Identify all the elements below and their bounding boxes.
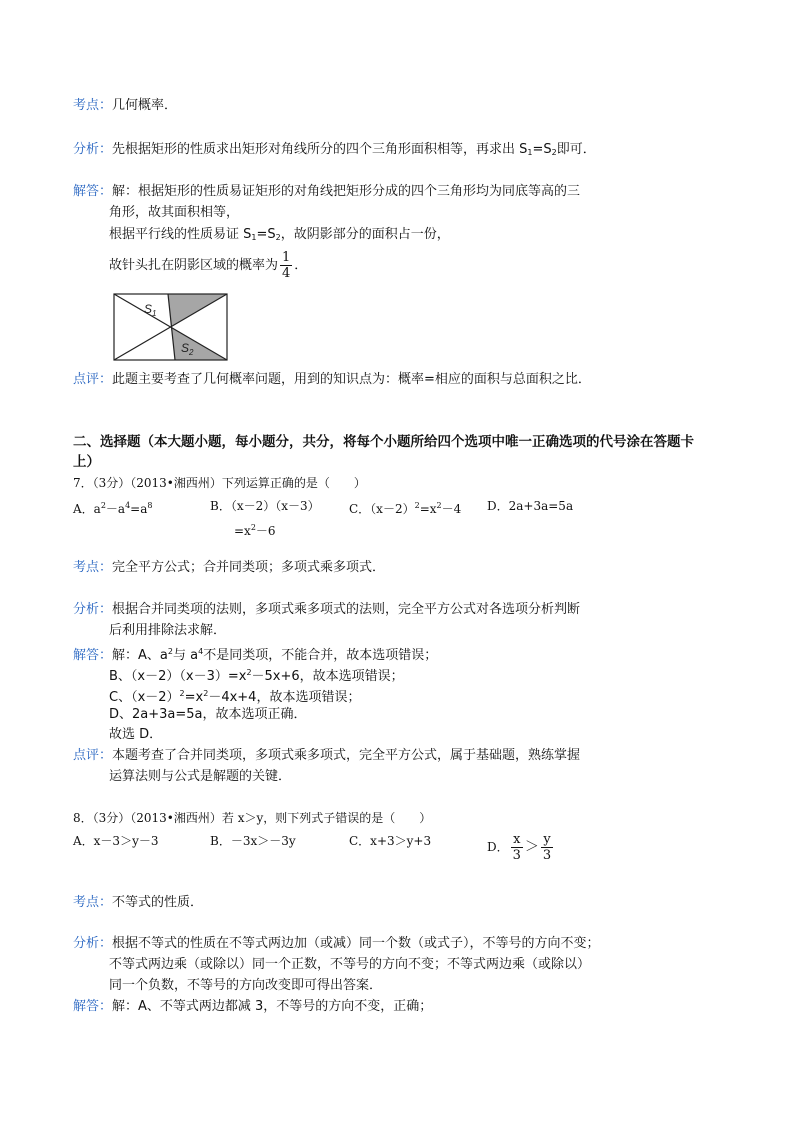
- q6-prob-numerator: 1: [282, 250, 291, 265]
- q8-option-c: C．x+3＞y+3: [349, 834, 432, 848]
- q6-jieda-line3-sub2: 2: [275, 233, 281, 242]
- q7-jieda-row-a: [73, 643, 437, 665]
- q7-opt-c-part: =x: [419, 502, 437, 516]
- q6-jieda-line2: 角形，故其面积相等，: [109, 205, 240, 220]
- q6-fenxi-s1-sub: 1: [527, 148, 533, 157]
- q6-jieda-row-3: [109, 226, 450, 247]
- q7-jieda-b-part: B、（x－2）（x－3）=x: [109, 669, 247, 684]
- q7-kaodian-tag: 考点：: [73, 560, 113, 575]
- q7-jieda-row-c: [109, 685, 360, 707]
- q6-fenxi-text-a: 先根据矩形的性质求出矩形对角线所分的四个三角形面积相等，再求出 S: [112, 142, 528, 157]
- q6-dianping-row: [73, 371, 591, 389]
- q6-kaodian-row: [73, 97, 177, 115]
- q7-fenxi-line2: 后利用排除法求解．: [109, 623, 227, 638]
- q7-jieda-tag: 解答：: [73, 648, 113, 663]
- q7-opt-a-part: =a: [130, 502, 148, 516]
- q7-opt-b-sup: 2: [250, 523, 256, 532]
- q7-option-c: [349, 497, 461, 518]
- q6-fenxi-row: [73, 141, 596, 162]
- q8-jieda-line1: 解：A、不等式两边都减 3，不等号的方向不变，正确；: [112, 999, 433, 1014]
- q7-jieda-b-sup: 2: [246, 668, 252, 677]
- q6-dianping-tag: 点评：: [73, 372, 113, 387]
- q8-kaodian-tag: 考点：: [73, 895, 113, 910]
- q8-kaodian-row: [73, 894, 203, 912]
- q7-jieda-a-sup: 4: [198, 647, 204, 656]
- q7-option-b-line2: [234, 519, 276, 540]
- q6-kaodian-tag: 考点：: [73, 98, 113, 113]
- label-s1: $S_1$: [144, 302, 157, 318]
- q6-probability-fraction: [280, 250, 292, 281]
- q8-option-a: A．x－3＞y－3: [73, 834, 159, 848]
- q7-opt-c-part: C．（x－2）: [349, 502, 415, 516]
- q8-opt-d-gt: ＞: [524, 839, 539, 855]
- q6-jieda-line3-b: =S: [256, 227, 276, 242]
- q7-kaodian-text: 完全平方公式；合并同类项；多项式乘多项式．: [112, 560, 386, 575]
- q8-option-d: [487, 828, 555, 866]
- q7-jieda-c-part: C、（x－2）: [109, 690, 180, 705]
- q7-jieda-c-sup: 2: [179, 689, 185, 698]
- q7-jieda-b-part: －5x+6，故本选项错误；: [251, 669, 404, 684]
- q6-jieda-line4-b: ．: [294, 258, 308, 273]
- q6-kaodian-text: 几何概率．: [112, 98, 178, 113]
- q6-jieda-row-1: [73, 183, 580, 201]
- rectangle-diagonal-figure: [113, 293, 229, 361]
- q8-fenxi-line1: 根据不等式的性质在不等式两边加（或减）同一个数（或式子），不等号的方向不变；: [112, 936, 600, 951]
- q6-jieda-row-4: [109, 250, 307, 282]
- q7-opt-a-part: a: [93, 502, 101, 516]
- q8-opt-d-numerator-y: y: [541, 832, 553, 848]
- q7-opt-c-part: －4: [441, 502, 462, 516]
- q7-opt-b-part: =x: [234, 524, 251, 538]
- q8-opt-d-fraction-y: [541, 832, 553, 863]
- q8-option-b: B．－3x＞－3y: [210, 834, 296, 848]
- q7-option-a: [73, 497, 152, 518]
- q8-stem: 8．（3分）（2013•湘西州）若 x＞y，则下列式子错误的是（ ）: [73, 811, 432, 825]
- q8-opt-d-denominator-y: 3: [542, 848, 552, 863]
- q7-jieda-c-part: =x: [184, 690, 204, 705]
- q7-fenxi-line1: 根据合并同类项的法则，多项式乘多项式的法则，完全平方公式对各选项分析判断: [112, 602, 581, 617]
- q7-jieda-c-part: －4x+4，故本选项错误；: [208, 690, 361, 705]
- q6-jieda-line3-sub1: 1: [251, 233, 257, 242]
- q6-jieda-tag: 解答：: [73, 184, 113, 199]
- q8-opt-d-denominator-x: 3: [512, 848, 521, 863]
- q7-fenxi-tag: 分析：: [73, 602, 113, 617]
- q6-fenxi-tag: 分析：: [73, 142, 113, 157]
- q7-dianping-tag: 点评：: [73, 748, 113, 763]
- q6-fenxi-text-c: 即可．: [556, 142, 596, 157]
- q7-opt-a-sup: 2: [100, 501, 106, 510]
- section2-heading-line2: 上）: [73, 454, 100, 470]
- q8-jieda-tag: 解答：: [73, 999, 113, 1014]
- q7-opt-c-sup: 2: [436, 501, 442, 510]
- q7-opt-a-part: －a: [105, 502, 126, 516]
- q7-opt-a-sup: 8: [147, 501, 153, 510]
- q7-opt-b-part: －6: [255, 524, 276, 538]
- q6-jieda-line3-a: 根据平行线的性质易证 S: [109, 227, 252, 242]
- q8-kaodian-text: 不等式的性质．: [112, 895, 204, 910]
- q7-jieda-row-d: D、2a+3a=5a，故本选项正确．: [109, 707, 307, 722]
- q7-jieda-a-part: 解：A、a: [112, 648, 168, 663]
- q7-jieda-a-part: 与 a: [172, 648, 199, 663]
- q8-fenxi-line3: 同一个负数，不等号的方向改变即可得出答案．: [109, 978, 383, 993]
- q7-option-b-line1: B．（x－2）（x－3）: [210, 499, 320, 513]
- q7-kaodian-row: [73, 559, 385, 577]
- q7-jieda-row-b: [109, 664, 404, 686]
- q7-fenxi-row: [73, 601, 580, 619]
- q8-fenxi-tag: 分析：: [73, 936, 113, 951]
- q7-jieda-a-sup: 2: [167, 647, 173, 656]
- q6-jieda-line1: 解：根据矩形的性质易证矩形的对角线把矩形分成的四个三角形均为同底等高的三: [112, 184, 581, 199]
- q8-jieda-row: [73, 998, 432, 1016]
- q7-dianping-row: [73, 747, 580, 765]
- q7-option-d: D．2a+3a=5a: [487, 499, 574, 513]
- q7-dianping-line1: 本题考查了合并同类项，多项式乘多项式，完全平方公式，属于基础题，熟练掌握: [112, 748, 581, 763]
- label-s2: $S_2$: [181, 341, 194, 357]
- q7-opt-c-sup: 2: [414, 501, 420, 510]
- q7-opt-a-sup: 4: [125, 501, 131, 510]
- q6-jieda-line4-a: 故针头扎在阴影区域的概率为: [109, 258, 279, 273]
- q7-jieda-final: 故选 D．: [109, 727, 163, 742]
- q8-fenxi-line2: 不等式两边乘（或除以）同一个正数，不等号的方向不变；不等式两边乘（或除以）: [109, 957, 591, 972]
- q8-opt-d-numerator-x: x: [511, 832, 523, 848]
- q6-prob-denominator: 4: [282, 266, 291, 281]
- q7-jieda-c-sup: 2: [203, 689, 209, 698]
- q6-jieda-line3-c: ，故阴影部分的面积占一份，: [280, 227, 450, 242]
- section2-heading-line1: 二、选择题（本大题小题，每小题分，共分，将每个小题所给四个选项中唯一正确选项的代号涂在答题卡: [73, 434, 694, 450]
- q7-stem: 7．（3分）（2013•湘西州）下列运算正确的是（ ）: [73, 476, 366, 490]
- q6-fenxi-s2-sub: 2: [551, 148, 557, 157]
- q6-dianping-text: 此题主要考查了几何概率问题，用到的知识点为：概率=相应的面积与总面积之比．: [112, 372, 591, 387]
- q6-fenxi-text-b: =S: [532, 142, 552, 157]
- q8-opt-d-fraction-x: [511, 832, 523, 863]
- q7-opt-a-label: A．: [73, 502, 94, 516]
- q8-opt-d-label: D．: [487, 840, 509, 854]
- q7-dianping-line2: 运算法则与公式是解题的关键．: [109, 769, 292, 784]
- q7-jieda-a-part: 不是同类项，不能合并，故本选项错误；: [203, 648, 438, 663]
- q8-fenxi-row: [73, 935, 600, 953]
